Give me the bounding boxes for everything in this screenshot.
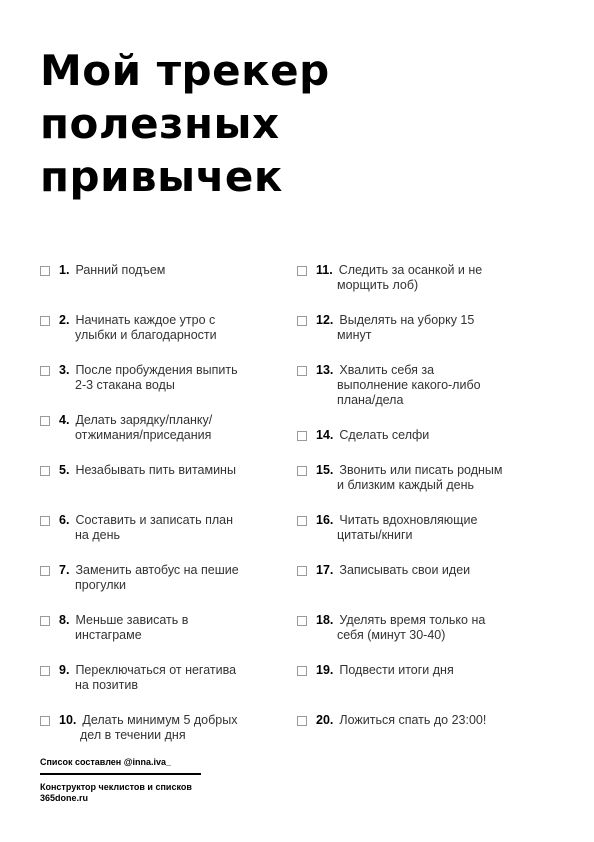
promo-line-1: Конструктор чеклистов и списков	[40, 781, 192, 792]
habit-item	[297, 613, 547, 663]
habit-label-line-1: Звонить или писать родным	[339, 463, 503, 477]
habit-text	[59, 363, 289, 393]
habit-label-line-2: и близким каждый день	[337, 478, 475, 492]
habit-number: 19.	[316, 663, 334, 677]
habit-item	[40, 513, 290, 563]
habit-label-line-2: цитаты/книги	[337, 528, 413, 542]
habit-item	[297, 463, 547, 513]
habit-text	[316, 263, 546, 293]
habit-item	[40, 363, 290, 413]
habit-label-line-2: 2-3 стакана воды	[75, 378, 175, 392]
habit-checkbox[interactable]	[297, 316, 307, 326]
habit-text	[59, 613, 289, 643]
habit-text	[59, 513, 289, 543]
title-line-1: Мой трекер	[40, 46, 330, 95]
habit-number: 8.	[59, 613, 70, 627]
habit-text	[316, 313, 546, 343]
habit-text	[316, 663, 546, 678]
habit-label-line-1: Ранний подъем	[75, 263, 166, 277]
habit-label-line-2: прогулки	[75, 578, 126, 592]
habit-label-line-1: Делать зарядку/планку/	[75, 413, 213, 427]
habit-number: 4.	[59, 413, 70, 427]
habit-number: 11.	[316, 263, 333, 277]
habit-checkbox[interactable]	[40, 416, 50, 426]
habit-checkbox[interactable]	[297, 431, 307, 441]
habit-item	[297, 513, 547, 563]
habit-item	[297, 263, 547, 313]
habit-checkbox[interactable]	[297, 566, 307, 576]
habit-checkbox[interactable]	[40, 366, 50, 376]
habit-checkbox[interactable]	[297, 466, 307, 476]
habit-label-line-1: После пробуждения выпить	[75, 363, 238, 377]
habit-label-line-2: на позитив	[75, 678, 138, 692]
habit-label-line-2: выполнение какого-либо	[337, 378, 481, 392]
habit-checkbox[interactable]	[297, 616, 307, 626]
habit-number: 14.	[316, 428, 334, 442]
habit-number: 17.	[316, 563, 334, 577]
habit-checkbox[interactable]	[297, 366, 307, 376]
habit-checkbox[interactable]	[40, 266, 50, 276]
habit-checkbox[interactable]	[40, 466, 50, 476]
habit-number: 20.	[316, 713, 334, 727]
habit-checkbox[interactable]	[297, 716, 307, 726]
habit-text	[316, 713, 546, 728]
habit-text	[316, 363, 546, 408]
habit-label-line-1: Записывать свои идеи	[339, 563, 471, 577]
habit-text	[316, 513, 546, 543]
habit-item	[297, 713, 547, 763]
habit-item	[297, 363, 547, 428]
habit-label-line-1: Сделать селфи	[339, 428, 430, 442]
habit-label-line-2: себя (минут 30-40)	[337, 628, 446, 642]
habit-text	[59, 663, 289, 693]
habit-label-line-3: плана/дела	[337, 393, 404, 407]
habit-label-line-1: Выделять на уборку 15	[339, 313, 475, 327]
habit-checkbox[interactable]	[40, 716, 50, 726]
habit-label-line-1: Хвалить себя за	[339, 363, 435, 377]
author-credit: Список составлен @inna.iva_	[40, 757, 172, 767]
habit-label-line-2: отжимания/приседания	[75, 428, 212, 442]
habit-label-line-1: Незабывать пить витамины	[75, 463, 236, 477]
habit-item	[40, 463, 290, 513]
page-title	[40, 44, 330, 203]
habit-checkbox[interactable]	[40, 316, 50, 326]
habit-label-line-1: Подвести итоги дня	[339, 663, 454, 677]
habit-label-line-2: минут	[337, 328, 372, 342]
habit-text	[59, 313, 289, 343]
habit-label-line-2: дел в течении дня	[80, 728, 186, 742]
habit-item	[40, 313, 290, 363]
habit-text	[316, 428, 546, 443]
habit-text	[59, 463, 289, 478]
habit-label-line-1: Начинать каждое утро с	[75, 313, 216, 327]
habit-item	[40, 413, 290, 463]
habit-label-line-1: Заменить автобус на пешие	[75, 563, 239, 577]
habit-label-line-1: Уделять время только на	[339, 613, 486, 627]
habit-item	[297, 663, 547, 713]
habit-number: 2.	[59, 313, 70, 327]
habit-item	[297, 428, 547, 463]
habit-label-line-1: Переключаться от негатива	[75, 663, 237, 677]
habit-number: 12.	[316, 313, 334, 327]
habit-checkbox[interactable]	[40, 516, 50, 526]
footer-divider	[40, 773, 201, 775]
habit-number: 1.	[59, 263, 70, 277]
habit-checkbox[interactable]	[297, 516, 307, 526]
promo-link[interactable]: 365done.ru	[40, 792, 89, 803]
habit-list-right	[297, 263, 547, 763]
habit-number: 10.	[59, 713, 77, 727]
habit-checkbox[interactable]	[40, 566, 50, 576]
title-line-2: полезных	[40, 99, 280, 148]
habit-checkbox[interactable]	[40, 666, 50, 676]
habit-text	[59, 413, 289, 443]
habit-label-line-1: Ложиться спать до 23:00!	[339, 713, 487, 727]
habit-checkbox[interactable]	[297, 666, 307, 676]
habit-text	[316, 613, 546, 643]
habit-number: 18.	[316, 613, 334, 627]
habit-text	[59, 563, 289, 593]
habit-checkbox[interactable]	[297, 266, 307, 276]
habit-item	[297, 313, 547, 363]
habit-text	[59, 713, 289, 743]
habit-number: 3.	[59, 363, 70, 377]
habit-number: 9.	[59, 663, 70, 677]
habit-text	[316, 563, 546, 578]
habit-number: 16.	[316, 513, 334, 527]
habit-item	[40, 263, 290, 313]
habit-text	[316, 463, 546, 493]
habit-item	[40, 613, 290, 663]
habit-item	[297, 563, 547, 613]
habit-checkbox[interactable]	[40, 616, 50, 626]
habit-label-line-2: морщить лоб)	[337, 278, 419, 292]
habit-number: 6.	[59, 513, 70, 527]
title-line-3: привычек	[40, 152, 283, 201]
habit-label-line-2: на день	[75, 528, 120, 542]
habit-text	[59, 263, 289, 278]
habit-number: 13.	[316, 363, 334, 377]
habit-label-line-2: улыбки и благодарности	[75, 328, 217, 342]
habit-label-line-1: Следить за осанкой и не	[338, 263, 483, 277]
habit-label-line-1: Составить и записать план	[75, 513, 233, 527]
habit-label-line-1: Читать вдохновляющие	[339, 513, 478, 527]
habit-number: 15.	[316, 463, 334, 477]
habit-label-line-1: Делать минимум 5 добрых	[82, 713, 238, 727]
habit-item	[40, 663, 290, 713]
habit-label-line-2: инстаграме	[75, 628, 142, 642]
habit-item	[40, 563, 290, 613]
promo-text	[40, 782, 220, 804]
habit-list-left	[40, 263, 290, 763]
footer	[40, 756, 220, 804]
habit-number: 7.	[59, 563, 70, 577]
habit-label-line-1: Меньше зависать в	[75, 613, 189, 627]
habit-number: 5.	[59, 463, 70, 477]
